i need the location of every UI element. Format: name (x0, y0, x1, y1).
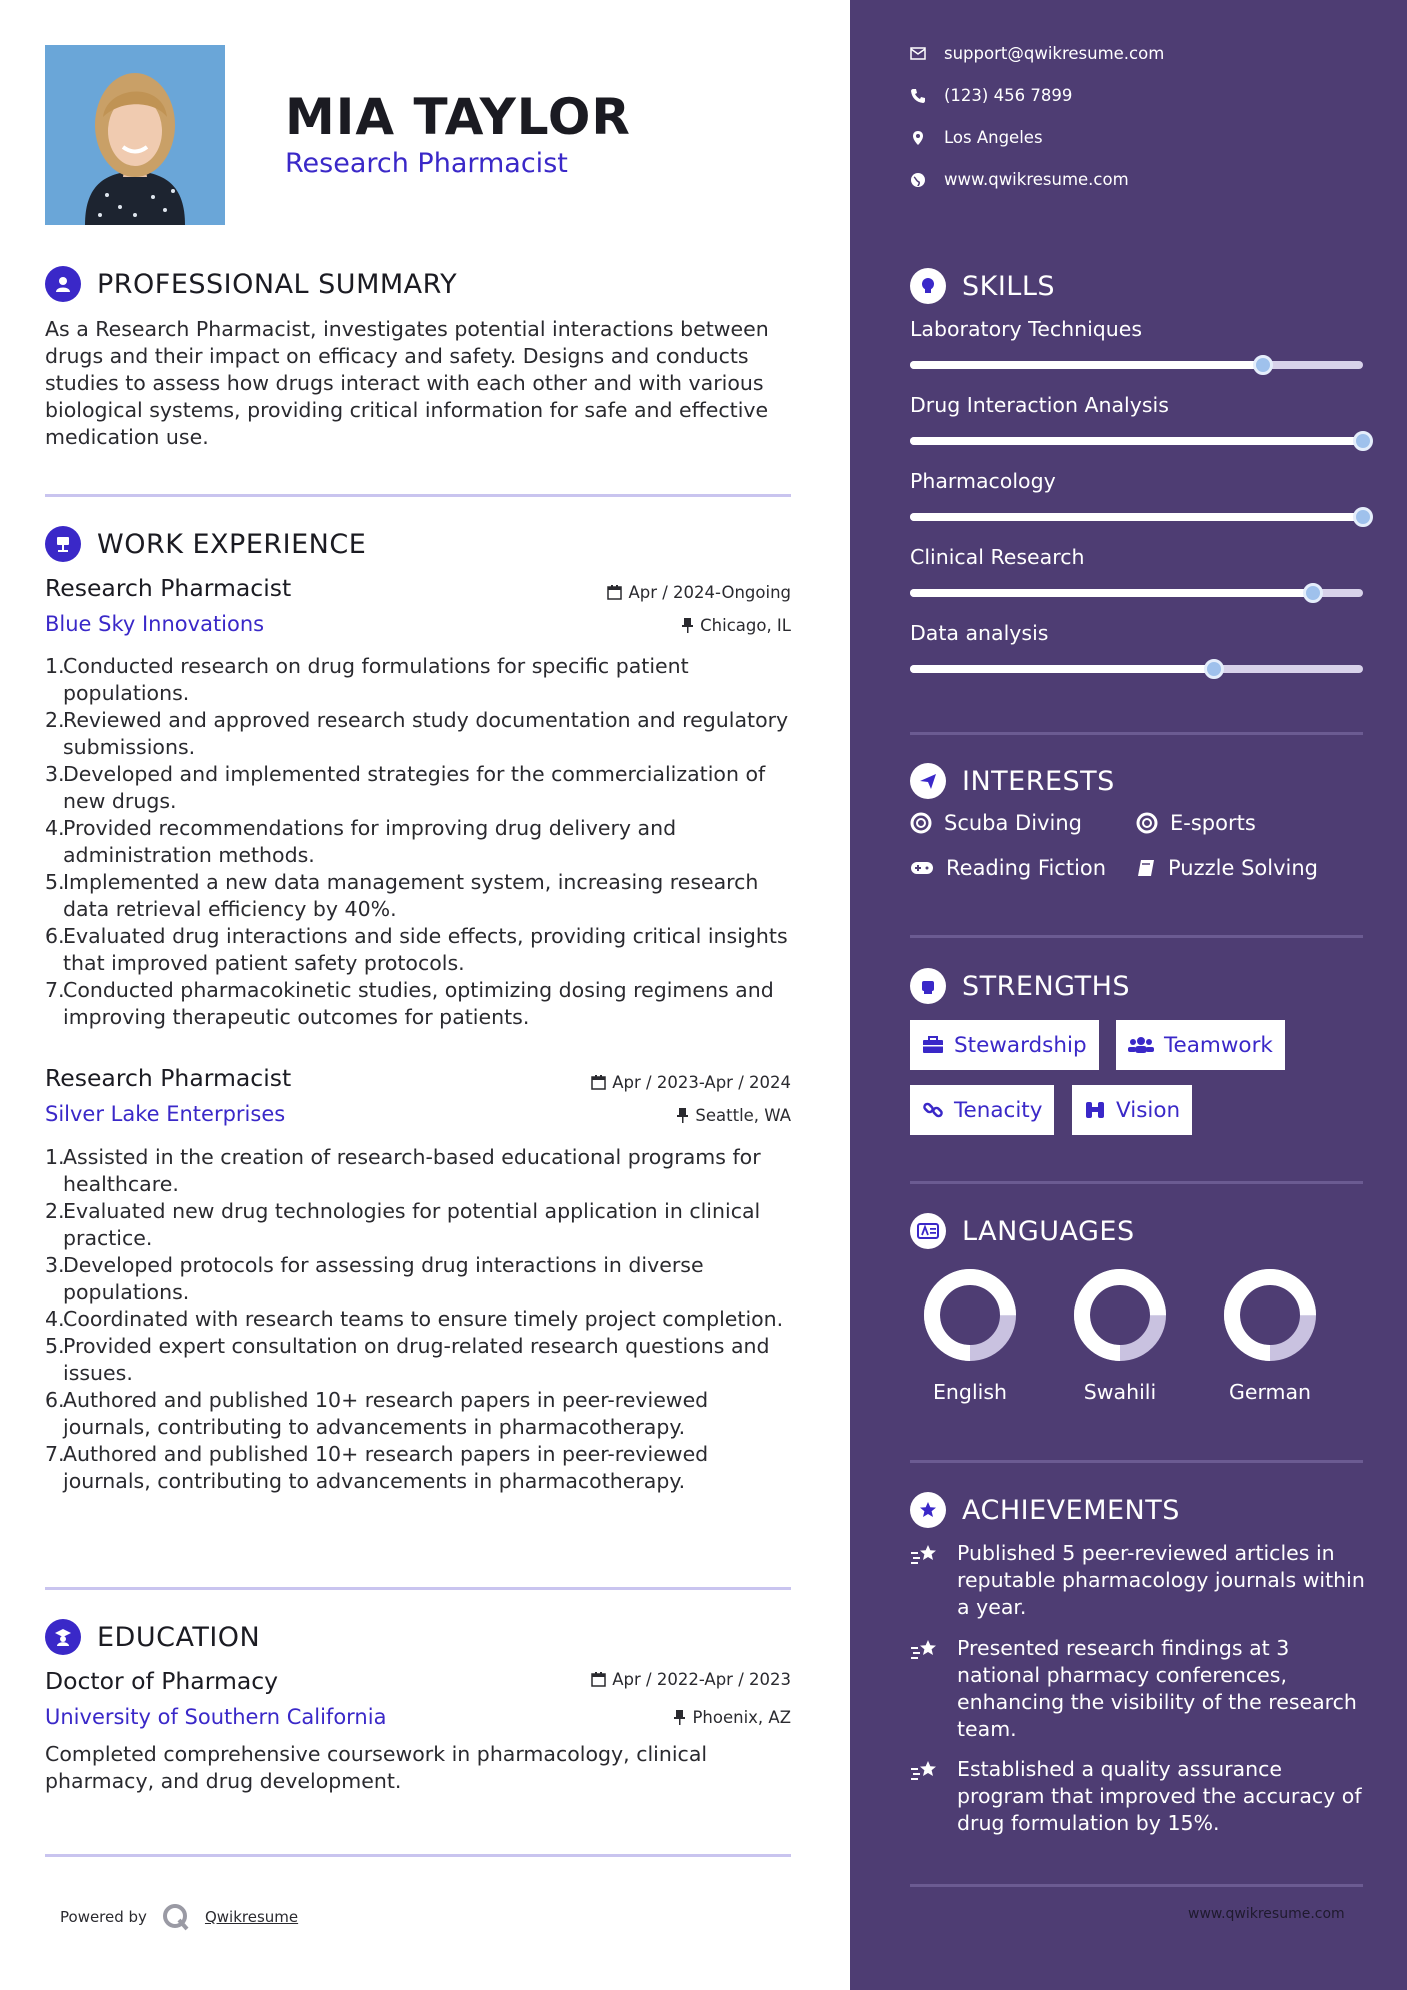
languages-heading (910, 1213, 1135, 1249)
skill-label: Clinical Research (910, 545, 1085, 569)
summary-text: As a Research Pharmacist, investigates potential interactions between drugs and their impact on efficacy and safety. Designs and conducts studies to assess how drugs interact with each other and with various biological systems, providing critical information for safe and effective medication use. (45, 317, 769, 449)
life-ring-icon (910, 812, 932, 834)
qwikresume-link[interactable]: Qwikresume (204, 1908, 299, 1926)
interest-item: Scuba Diving (910, 811, 1082, 835)
job-title: Research Pharmacist (45, 1064, 292, 1092)
link-icon (922, 1099, 944, 1121)
list-item: 3. Developed protocols for assessing drug interactions in diverse populations. (45, 1253, 704, 1304)
list-item: 5. Implemented a new data management system, increasing research data retrieval efficiency by 40%. (45, 870, 759, 921)
language-ring (895, 1265, 1045, 1369)
achievement-item: Published 5 peer-reviewed articles in reputable pharmacology journals within a year. (910, 1540, 1370, 1621)
shooting-star-icon (910, 1756, 957, 1837)
contact-phone[interactable] (910, 86, 1072, 105)
job-company: Blue Sky Innovations (45, 612, 265, 636)
skill-bar (910, 665, 1363, 673)
list-item: 1. Assisted in the creation of research-based educational programs for healthcare. (45, 1145, 761, 1196)
list-item: 7. Authored and published 10+ research papers in peer-reviewed journals, contributing to advancements in pharmacotherapy. (45, 1442, 709, 1493)
calendar-icon (591, 1672, 606, 1687)
list-item: 1. Conducted research on drug formulations for specific patient populations. (45, 654, 689, 705)
list-item: 2. Evaluated new drug technologies for potential application in clinical practice. (45, 1199, 761, 1250)
powered-by (60, 1902, 298, 1932)
list-item: 4. Coordinated with research teams to ensure timely project completion. (45, 1307, 784, 1331)
summary-title: PROFESSIONAL SUMMARY (97, 268, 458, 300)
fist-icon (910, 968, 946, 1004)
powered-by-label: Powered by (60, 1908, 147, 1926)
briefcase-icon (922, 1036, 944, 1054)
achievement-item: Presented research findings at 3 national pharmacy conferences, enhancing the visibility of the research team. (910, 1635, 1370, 1743)
phone-icon (910, 88, 926, 104)
education-dates (591, 1670, 791, 1689)
strength-chip: Teamwork (1116, 1020, 1285, 1070)
degree-title: Doctor of Pharmacy (45, 1667, 279, 1695)
list-item: 6. Evaluated drug interactions and side effects, providing critical insights that improved patient safety protocols. (45, 924, 788, 975)
list-item: 6. Authored and published 10+ research papers in peer-reviewed journals, contributing to advancements in pharmacotherapy. (45, 1388, 709, 1439)
life-ring-icon (1136, 812, 1158, 834)
interest-item: Reading Fiction (910, 856, 1106, 880)
job-bullets (45, 1144, 795, 1495)
job-title: Research Pharmacist (45, 574, 292, 602)
education-heading (45, 1619, 260, 1655)
skill-bar (910, 513, 1363, 521)
interests-heading (910, 763, 1115, 799)
sidebar-divider (910, 1460, 1363, 1463)
sidebar-divider (910, 1884, 1363, 1887)
interest-item: Puzzle Solving (1136, 856, 1318, 880)
education-location (673, 1708, 791, 1727)
sidebar-divider (910, 732, 1363, 735)
job-location-text: Seattle, WA (695, 1106, 791, 1125)
skill-bar (910, 589, 1363, 597)
school-name: University of Southern California (45, 1705, 387, 1729)
contact-website[interactable] (910, 170, 1129, 189)
experience-heading (45, 526, 366, 562)
education-location-text: Phoenix, AZ (692, 1708, 791, 1727)
skill-bar-fill (910, 361, 1263, 369)
strengths-title: STRENGTHS (962, 970, 1131, 1002)
skill-label: Data analysis (910, 621, 1049, 645)
map-pin-icon (910, 130, 926, 146)
sidebar-divider (910, 935, 1363, 938)
skill-label: Drug Interaction Analysis (910, 393, 1169, 417)
strength-chip: Vision (1072, 1085, 1192, 1135)
education-description: Completed comprehensive coursework in pharmacology, clinical pharmacy, and drug development. (45, 1742, 708, 1793)
translate-icon (910, 1213, 946, 1249)
achievement-item: Established a quality assurance program that improved the accuracy of drug formulation by 15%. (910, 1756, 1370, 1837)
lightbulb-icon (910, 268, 946, 304)
contact-email[interactable] (910, 44, 1164, 63)
candidate-name: MIA TAYLOR (285, 88, 631, 146)
section-divider (45, 1854, 791, 1857)
job-location-text: Chicago, IL (700, 616, 791, 635)
qwikresume-logo-icon (161, 1902, 191, 1932)
skill-bar-fill (910, 437, 1363, 445)
pushpin-icon (676, 1108, 689, 1123)
skill-level-knob (1353, 507, 1373, 527)
book-icon (1136, 858, 1156, 878)
skill-bar (910, 437, 1363, 445)
skill-bar-fill (910, 665, 1214, 673)
list-item: 3. Developed and implemented strategies for the commercialization of new drugs. (45, 762, 766, 813)
skill-bar-fill (910, 589, 1313, 597)
calendar-icon (607, 585, 622, 600)
presenter-icon (45, 526, 81, 562)
section-divider (45, 494, 791, 497)
job-bullets (45, 653, 795, 1031)
skill-bar-fill (910, 513, 1363, 521)
skills-heading (910, 268, 1055, 304)
skill-label: Pharmacology (910, 469, 1056, 493)
skills-title: SKILLS (962, 270, 1056, 302)
shooting-star-icon (910, 1540, 957, 1621)
achievements-title: ACHIEVEMENTS (962, 1494, 1180, 1526)
job-dates-text: Apr / 2024-Ongoing (628, 583, 791, 602)
language-ring (1195, 1265, 1345, 1369)
sidebar-divider (910, 1181, 1363, 1184)
job-dates-text: Apr / 2023-Apr / 2024 (612, 1073, 791, 1092)
language-ring (1045, 1265, 1195, 1369)
list-item: 2. Reviewed and approved research study documentation and regulatory submissions. (45, 708, 789, 759)
strength-chip: Stewardship (910, 1020, 1099, 1070)
contact-location-text: Los Angeles (944, 128, 1043, 147)
contact-email-text: support@qwikresume.com (944, 44, 1165, 63)
envelope-icon (910, 47, 926, 60)
language-label: German (1228, 1380, 1312, 1404)
job-dates (591, 1073, 791, 1092)
contact-website-text: www.qwikresume.com (944, 170, 1129, 189)
pushpin-icon (681, 618, 694, 633)
interest-item: E-sports (1136, 811, 1256, 835)
list-item: 4. Provided recommendations for improving drug delivery and administration methods. (45, 816, 677, 867)
strengths-heading (910, 968, 1130, 1004)
contact-phone-text: (123) 456 7899 (944, 86, 1073, 105)
profile-photo (45, 45, 225, 225)
star-badge-icon (910, 1492, 946, 1528)
footer-url[interactable]: www.qwikresume.com (1188, 1906, 1345, 1922)
education-title: EDUCATION (97, 1621, 261, 1653)
paper-plane-icon (910, 763, 946, 799)
contact-location (910, 128, 1043, 147)
job-dates (607, 583, 791, 602)
graduate-icon (45, 1619, 81, 1655)
interests-title: INTERESTS (962, 765, 1115, 797)
users-icon (1128, 1036, 1154, 1054)
summary-heading (45, 266, 457, 302)
strength-chip: Tenacity (910, 1085, 1054, 1135)
skill-level-knob (1353, 431, 1373, 451)
experience-title: WORK EXPERIENCE (97, 528, 367, 560)
skill-label: Laboratory Techniques (910, 317, 1143, 341)
shooting-star-icon (910, 1635, 957, 1743)
skill-bar (910, 361, 1363, 369)
achievements-heading (910, 1492, 1180, 1528)
section-divider (45, 1587, 791, 1590)
list-item: 5. Provided expert consultation on drug-related research questions and issues. (45, 1334, 770, 1385)
language-label: Swahili (1083, 1380, 1157, 1404)
candidate-role: Research Pharmacist (285, 148, 568, 179)
job-company: Silver Lake Enterprises (45, 1102, 286, 1126)
globe-icon (910, 172, 926, 188)
gamepad-icon (910, 860, 934, 876)
skill-level-knob (1204, 659, 1224, 679)
calendar-icon (591, 1075, 606, 1090)
education-dates-text: Apr / 2022-Apr / 2023 (612, 1670, 791, 1689)
pushpin-icon (673, 1710, 686, 1725)
binoculars-icon (1084, 1100, 1106, 1120)
job-location (676, 1106, 791, 1125)
list-item: 7. Conducted pharmacokinetic studies, optimizing dosing regimens and improving therapeutic outcomes for patients. (45, 978, 774, 1029)
languages-title: LANGUAGES (962, 1215, 1135, 1247)
language-label: English (932, 1380, 1008, 1404)
job-location (681, 616, 791, 635)
user-icon (45, 266, 81, 302)
